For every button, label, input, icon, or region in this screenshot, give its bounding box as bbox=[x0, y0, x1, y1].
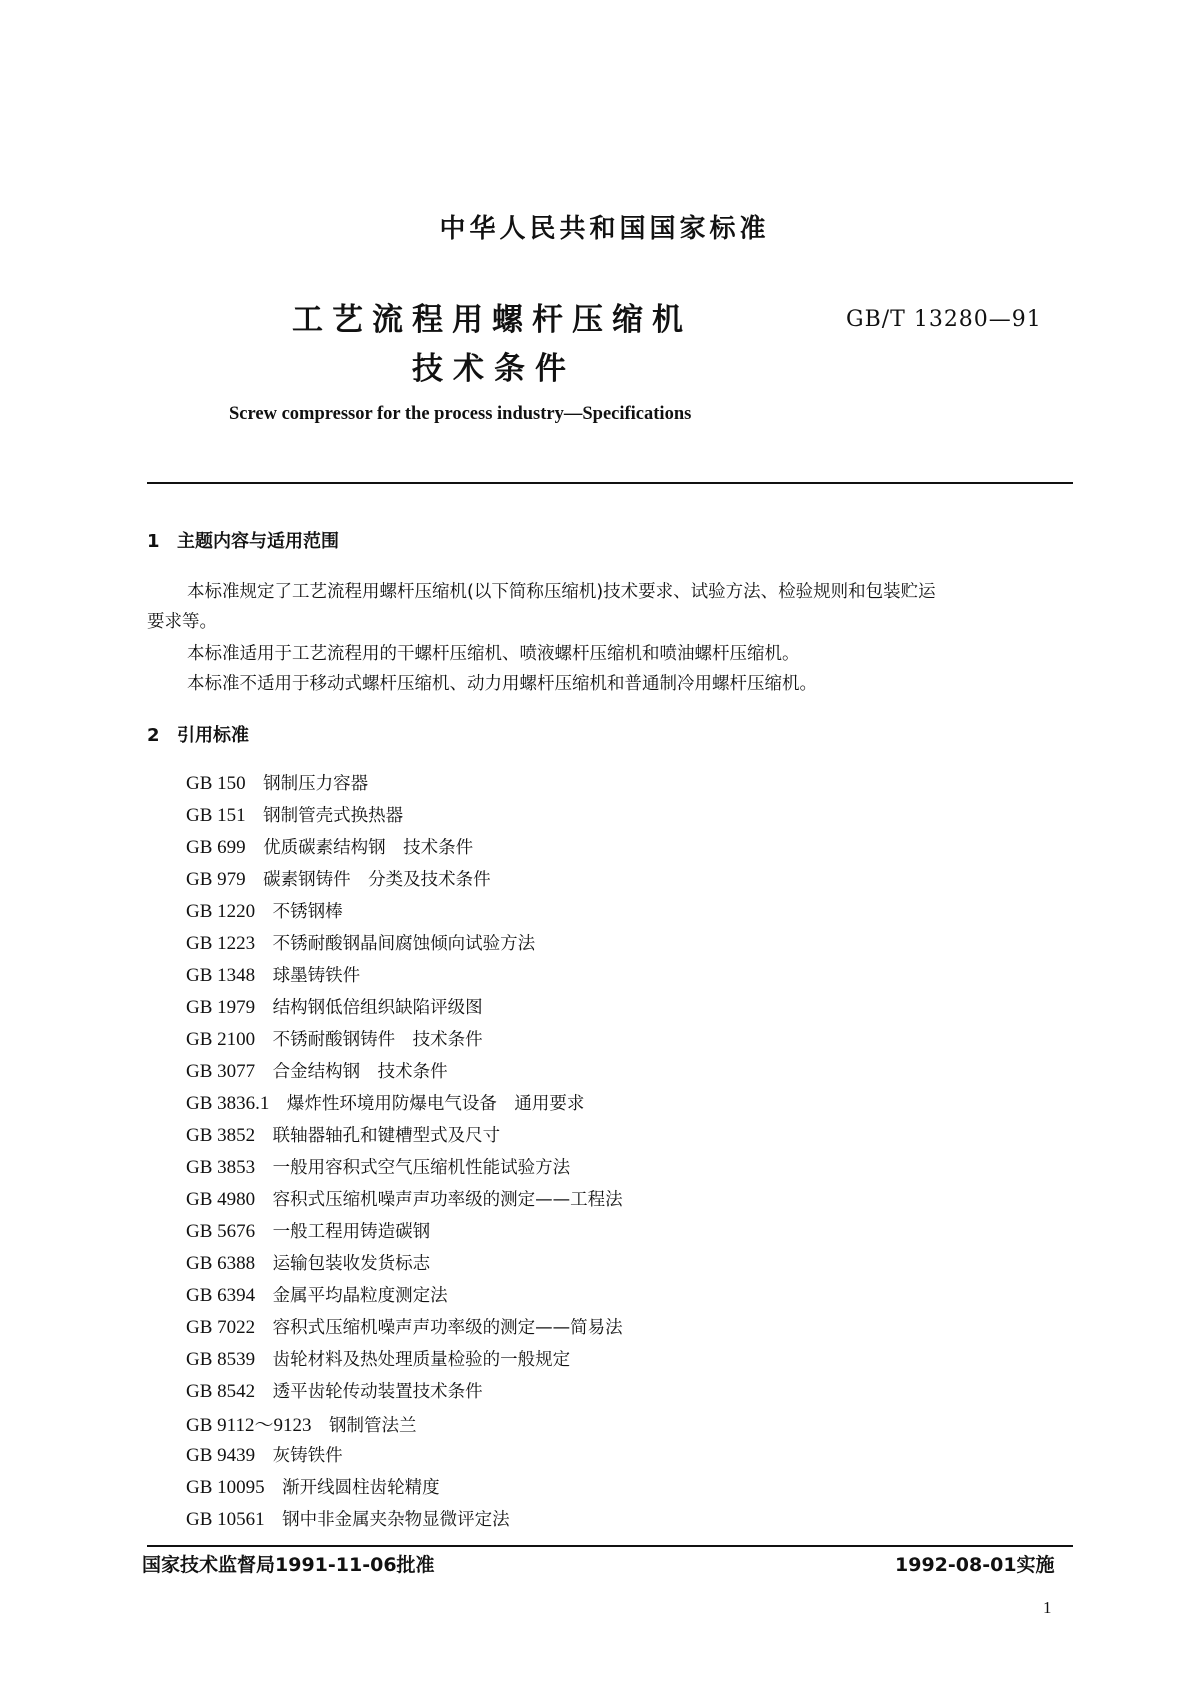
reference-title: 一般工程用铸造碳钢 bbox=[272, 1222, 431, 1242]
reference-item bbox=[186, 962, 360, 987]
reference-code: GB 1220 bbox=[186, 901, 256, 922]
reference-title: 钢制管壳式换热器 bbox=[263, 806, 404, 826]
reference-code: GB 699 bbox=[186, 837, 246, 858]
standard-code: GB/T 13280—91 bbox=[846, 307, 1042, 332]
reference-title: 一般用容积式空气压缩机性能试验方法 bbox=[272, 1158, 571, 1178]
reference-code: GB 150 bbox=[186, 773, 246, 794]
reference-title: 球墨铸铁件 bbox=[272, 966, 361, 986]
reference-item bbox=[186, 994, 483, 1019]
reference-item bbox=[186, 1282, 448, 1307]
reference-title: 合金结构钢 技术条件 bbox=[272, 1062, 448, 1082]
reference-code: GB 2100 bbox=[186, 1029, 256, 1050]
document-title-line1: 工艺流程用螺杆压缩机 bbox=[292, 302, 692, 338]
reference-title: 不锈耐酸钢铸件 技术条件 bbox=[272, 1030, 483, 1050]
reference-title: 碳素钢铸件 分类及技术条件 bbox=[263, 870, 491, 890]
reference-title: 容积式压缩机噪声声功率级的测定——简易法 bbox=[272, 1318, 623, 1338]
reference-code: GB 151 bbox=[186, 805, 246, 826]
reference-code: GB 1223 bbox=[186, 933, 256, 954]
reference-title: 灰铸铁件 bbox=[272, 1446, 343, 1466]
reference-code: GB 9112～9123 bbox=[186, 1415, 312, 1436]
section1-para1-line2: 要求等。 bbox=[147, 612, 217, 632]
reference-item bbox=[186, 1090, 584, 1115]
reference-title: 钢制压力容器 bbox=[263, 774, 369, 794]
section1-heading bbox=[147, 527, 339, 553]
section2-title: 引用标准 bbox=[177, 725, 249, 746]
reference-code: GB 6394 bbox=[186, 1285, 256, 1306]
section1-para2: 本标准适用于工艺流程用的干螺杆压缩机、喷液螺杆压缩机和喷油螺杆压缩机。 bbox=[187, 644, 800, 664]
reference-item bbox=[186, 1186, 623, 1211]
reference-code: GB 3852 bbox=[186, 1125, 256, 1146]
reference-title: 爆炸性环境用防爆电气设备 通用要求 bbox=[286, 1094, 585, 1114]
reference-code: GB 8539 bbox=[186, 1349, 256, 1370]
reference-title: 容积式压缩机噪声声功率级的测定——工程法 bbox=[272, 1190, 623, 1210]
reference-code: GB 8542 bbox=[186, 1381, 256, 1402]
national-standard-heading: 中华人民共和国国家标准 bbox=[439, 214, 770, 244]
reference-item bbox=[186, 1218, 430, 1243]
reference-code: GB 979 bbox=[186, 869, 246, 890]
section1-number: 1 bbox=[147, 531, 160, 552]
english-title: Screw compressor for the process industry—Specifications bbox=[229, 404, 692, 424]
reference-code: GB 5676 bbox=[186, 1221, 256, 1242]
reference-code: GB 1979 bbox=[186, 997, 256, 1018]
reference-code: GB 4980 bbox=[186, 1189, 256, 1210]
reference-title: 运输包装收发货标志 bbox=[272, 1254, 431, 1274]
reference-item bbox=[186, 1378, 483, 1403]
reference-title: 齿轮材料及热处理质量检验的一般规定 bbox=[272, 1350, 571, 1370]
reference-title: 不锈耐酸钢晶间腐蚀倾向试验方法 bbox=[272, 934, 536, 954]
reference-item bbox=[186, 930, 535, 955]
reference-title: 联轴器轴孔和键槽型式及尺寸 bbox=[272, 1126, 501, 1146]
reference-item bbox=[186, 1122, 500, 1147]
reference-title: 金属平均晶粒度测定法 bbox=[272, 1286, 448, 1306]
reference-title: 优质碳素结构钢 技术条件 bbox=[263, 838, 474, 858]
reference-item bbox=[186, 1442, 343, 1467]
reference-code: GB 6388 bbox=[186, 1253, 256, 1274]
section2-heading bbox=[147, 721, 249, 747]
reference-item bbox=[186, 834, 473, 859]
reference-item bbox=[186, 1154, 570, 1179]
reference-title: 钢制管法兰 bbox=[328, 1416, 417, 1436]
reference-code: GB 3077 bbox=[186, 1061, 256, 1082]
reference-code: GB 7022 bbox=[186, 1317, 256, 1338]
effective-date: 1992-08-01实施 bbox=[895, 1554, 1055, 1576]
reference-code: GB 1348 bbox=[186, 965, 256, 986]
reference-item bbox=[186, 866, 491, 891]
reference-title: 透平齿轮传动装置技术条件 bbox=[272, 1382, 483, 1402]
document-title-line2: 技术条件 bbox=[412, 351, 576, 387]
section1-para1-line1: 本标准规定了工艺流程用螺杆压缩机(以下简称压缩机)技术要求、试验方法、检验规则和包装贮运 bbox=[187, 582, 936, 602]
reference-item bbox=[186, 898, 343, 923]
approval-line: 国家技术监督局1991-11-06批准 bbox=[142, 1554, 435, 1576]
reference-item bbox=[186, 1250, 430, 1275]
reference-item bbox=[186, 1058, 448, 1083]
reference-item bbox=[186, 1346, 570, 1371]
reference-item bbox=[186, 1026, 483, 1051]
reference-item bbox=[186, 1410, 416, 1437]
reference-item bbox=[186, 1474, 440, 1499]
reference-code: GB 3836.1 bbox=[186, 1093, 270, 1114]
reference-code: GB 9439 bbox=[186, 1445, 256, 1466]
reference-code: GB 10561 bbox=[186, 1509, 265, 1530]
reference-item bbox=[186, 1506, 510, 1531]
section2-number: 2 bbox=[147, 725, 160, 746]
bottom-divider bbox=[147, 1545, 1073, 1547]
reference-item bbox=[186, 802, 403, 827]
reference-code: GB 3853 bbox=[186, 1157, 256, 1178]
reference-item bbox=[186, 770, 368, 795]
page-number: 1 bbox=[1043, 1598, 1052, 1617]
reference-item bbox=[186, 1314, 623, 1339]
reference-title: 渐开线圆柱齿轮精度 bbox=[282, 1478, 440, 1498]
top-divider bbox=[147, 482, 1073, 484]
section1-para3: 本标准不适用于移动式螺杆压缩机、动力用螺杆压缩机和普通制冷用螺杆压缩机。 bbox=[187, 674, 817, 694]
reference-code: GB 10095 bbox=[186, 1477, 265, 1498]
reference-title: 结构钢低倍组织缺陷评级图 bbox=[272, 998, 483, 1018]
reference-title: 不锈钢棒 bbox=[272, 902, 343, 922]
reference-title: 钢中非金属夹杂物显微评定法 bbox=[282, 1510, 510, 1530]
section1-title: 主题内容与适用范围 bbox=[177, 531, 339, 552]
